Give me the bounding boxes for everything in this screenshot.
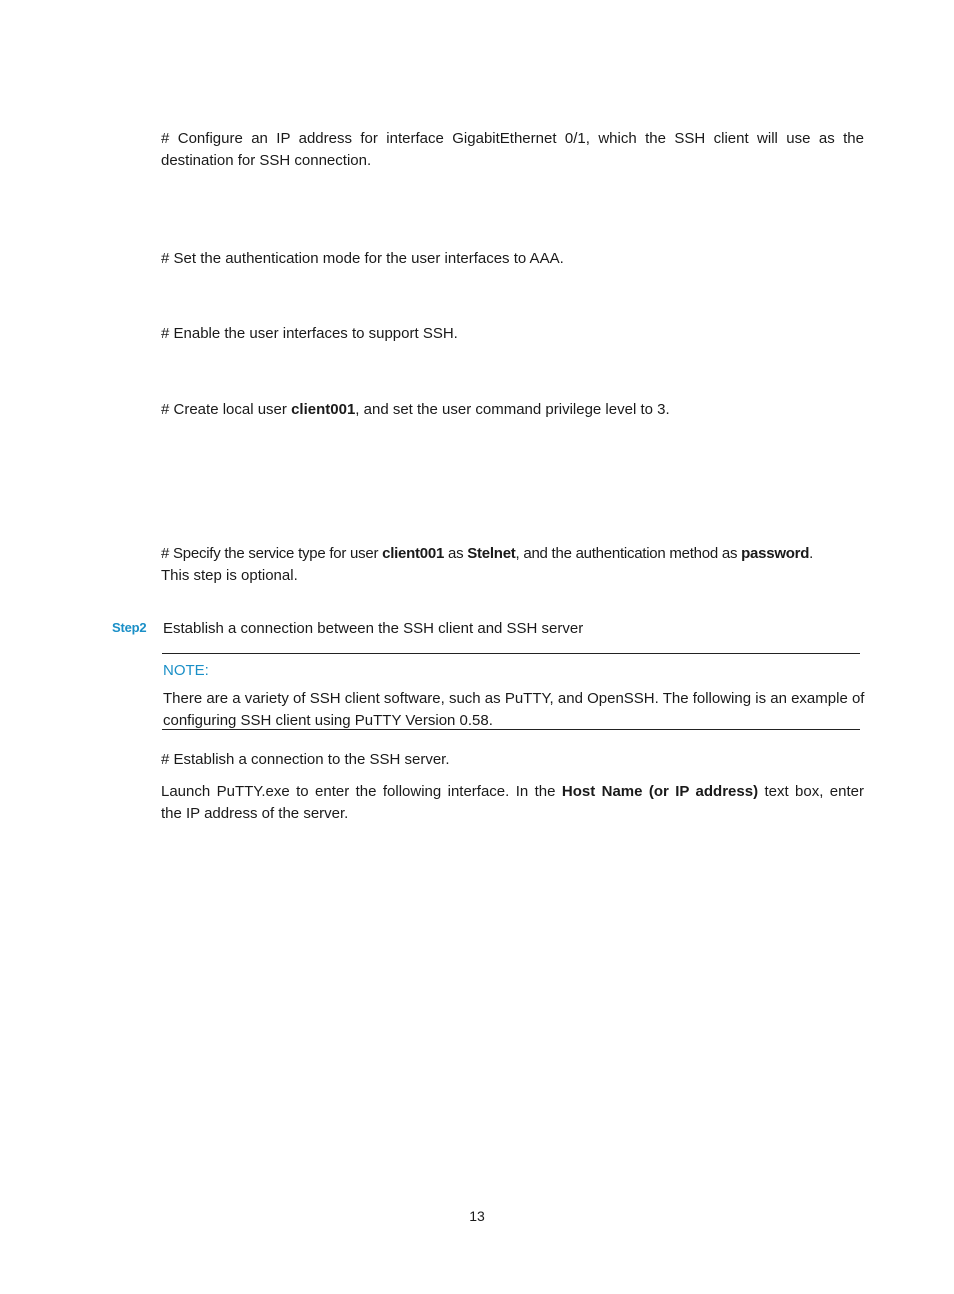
paragraph-text: , and the authentication method as [515, 545, 742, 562]
paragraph-text: , and set the user command privilege level to 3. [355, 401, 670, 418]
field-name-bold: Host Name (or IP address) [561, 783, 759, 800]
paragraph-line: the IP address of the server. [161, 804, 349, 822]
paragraph-establish-connection [161, 749, 864, 771]
step-label: Step2 [112, 620, 147, 635]
paragraph-service-type [161, 543, 864, 586]
paragraph-text: # Create local user [161, 401, 292, 418]
auth-method-bold: password [741, 545, 810, 562]
paragraph-text: # Specify the service type for user [161, 545, 383, 562]
paragraph-enable-ssh [161, 323, 864, 345]
paragraph-line: destination for SSH connection. [161, 151, 372, 169]
step-title: Establish a connection between the SSH client and SSH server [163, 620, 584, 637]
paragraph-text: # Set the authentication mode for the user interfaces to AAA. [161, 250, 564, 267]
paragraph-text: # Enable the user interfaces to support SSH. [161, 325, 458, 342]
paragraph-line: This step is optional. [161, 566, 298, 584]
page-number: 13 [469, 1208, 485, 1224]
paragraph-text: # Establish a connection to the SSH server. [161, 751, 450, 768]
note-body [163, 688, 865, 731]
paragraph-create-user [161, 399, 864, 421]
username-bold: client001 [291, 401, 356, 418]
paragraph-text: Launch PuTTY.exe to enter the following interface. In the [161, 783, 562, 800]
paragraph-text: text box, enter [758, 783, 864, 800]
paragraph-line: # Configure an IP address for interface GigabitEthernet 0/1, which the SSH client will use as the [161, 130, 864, 147]
paragraph-text: . [809, 545, 814, 562]
paragraph-launch-putty [161, 781, 864, 824]
paragraph-line [161, 781, 864, 803]
username-bold: client001 [382, 545, 445, 562]
service-type-bold: Stelnet [467, 545, 516, 562]
paragraph-auth-mode [161, 248, 864, 270]
paragraph-text: as [444, 545, 468, 562]
note-box [162, 653, 865, 730]
note-line: configuring SSH client using PuTTY Version 0.58. [163, 711, 493, 729]
note-title: NOTE: [163, 662, 209, 679]
paragraph-configure-ip [161, 128, 864, 171]
note-line: There are a variety of SSH client software, such as PuTTY, and OpenSSH. The following is an example of [163, 690, 865, 707]
